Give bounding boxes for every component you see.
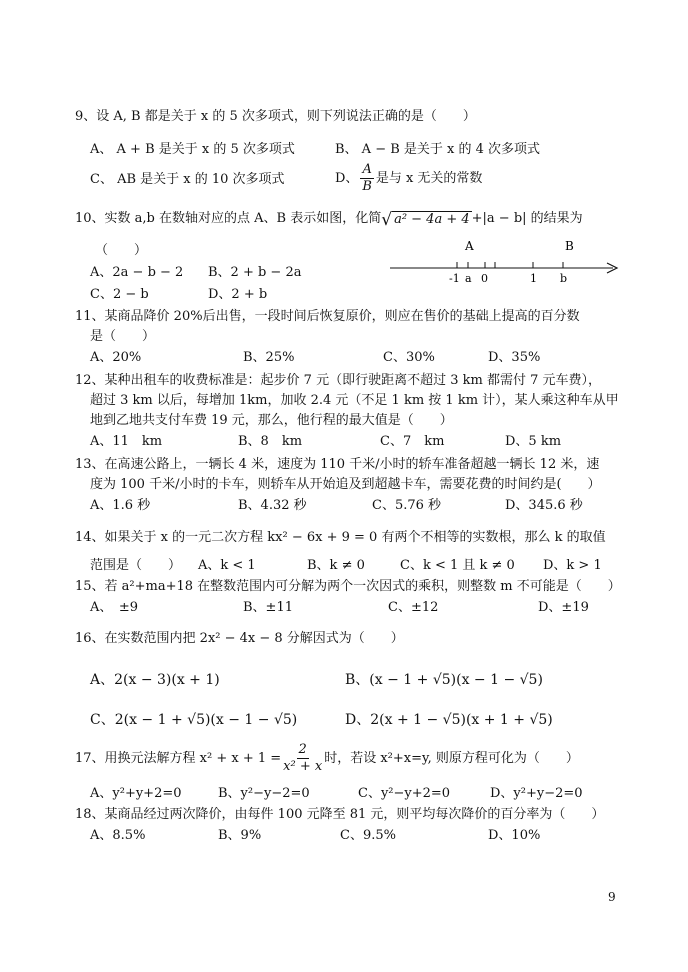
axis-tick-label: 1 [530,272,537,285]
q10-sqrt-expression [381,211,471,228]
q9-option-a: A、 A + B 是关于 x 的 5 次多项式 [90,142,295,157]
q15-option-b: B、±11 [243,600,293,615]
q10-stem-part1: 10、实数 a,b 在数轴对应的点 A、B 表示如图，化简 [75,211,382,226]
axis-tick-label: 0 [481,272,488,285]
q13-line2: 度为 100 千米/小时的卡车，则轿车从开始追及到超越卡车，需要花费的时间约是( ） [90,477,601,492]
q15-option-d: D、±19 [538,600,589,615]
q12-option-a: A、11 km [90,434,163,449]
q10-option-b: B、2 + b − 2a [208,265,302,280]
q12-line1: 12、某种出租车的收费标准是：起步价 7 元（即行驶距离不超过 3 km 都需付 7 元车费）， [75,373,601,388]
axis-tick-label: b [560,272,568,285]
q15-stem: 15、若 a²+ma+18 在整数范围内可分解为两个一次因式的乘积，则整数 m 不可能是（ ） [75,579,621,594]
q9-fraction-denominator: B [362,179,372,194]
q13-option-d: D、345.6 秒 [505,498,583,513]
q10-radicand: a² − 4a + 4 [394,212,470,227]
q16-option-b: B、(x − 1 + √5)(x − 1 − √5) [345,672,543,688]
q17-option-b: B、y²−y−2=0 [218,786,310,801]
axis-label-a-point: A [465,239,474,253]
q18-option-c: C、9.5% [340,828,396,843]
q9-option-d [335,162,482,195]
q14-option-d: D、k > 1 [543,558,602,573]
q17-stem [75,742,579,775]
axis-label-b-point: B [565,239,574,253]
q14-line1: 14、如果关于 x 的一元二次方程 kx² − 6x + 9 = 0 有两个不相等的实数根，那么 k 的取值 [75,530,606,545]
q11-option-a: A、20% [90,350,142,365]
q9-option-d-fraction [360,162,373,195]
q10-number-line [385,238,625,288]
axis-tick-label: a [465,272,472,285]
q11-line1: 11、某商品降价 20%后出售，一段时间后恢复原价，则应在售价的基础上提高的百分数 [75,309,580,324]
q10-option-a: A、2a − b − 2 [90,265,184,280]
q17-stem-part2: 时，若设 x²+x=y, 则原方程可化为（ ） [324,750,579,766]
q14-option-c: C、k < 1 且 k ≠ 0 [400,558,515,573]
q12-option-b: B、8 km [238,434,303,449]
q17-option-c: C、y²−y+2=0 [358,786,451,801]
q18-option-b: B、9% [218,828,262,843]
q9-option-c: C、 AB 是关于 x 的 10 次多项式 [90,172,285,187]
q9-option-d-prefix: D、 [335,170,359,186]
q11-option-b: B、25% [243,350,295,365]
q13-option-c: C、5.76 秒 [372,498,442,513]
q14-option-a: A、k < 1 [198,558,256,573]
q10-stem [75,210,583,228]
q18-stem: 18、某商品经过两次降价，由每件 100 元降至 81 元，则平均每次降价的百分率为（ ） [75,807,605,822]
q15-option-c: C、±12 [388,600,439,615]
q9-option-d-suffix: 是与 x 无关的常数 [375,170,483,186]
q11-option-d: D、35% [488,350,541,365]
q11-option-c: C、30% [383,350,435,365]
q10-answer-paren: （ ） [95,243,148,258]
q13-option-b: B、4.32 秒 [238,498,307,513]
q17-option-d: D、y²+y−2=0 [490,786,583,801]
q15-option-a: A、 ±9 [90,600,139,615]
q10-stem-part2: +|a − b| 的结果为 [471,211,583,226]
q14-line2: 范围是（ ） [90,558,182,573]
q13-option-a: A、1.6 秒 [90,498,151,513]
sqrt-icon: √ [381,210,393,230]
q17-stem-part1: 17、用换元法解方程 x² + x + 1 = [75,750,282,766]
q16-option-d: D、2(x + 1 − √5)(x + 1 + √5) [345,712,553,728]
q10-option-d: D、2 + b [208,287,268,302]
q12-option-c: C、7 km [380,434,445,449]
q12-option-d: D、5 km [505,434,562,449]
q9-stem: 9、设 A, B 都是关于 x 的 5 次多项式，则下列说法正确的是（ ） [75,109,476,124]
q16-option-a: A、2(x − 3)(x + 1) [90,672,220,688]
q18-option-d: D、10% [488,828,541,843]
q12-line2: 超过 3 km 以后，每增加 1km，加收 2.4 元（不足 1 km 按 1 km 计），某人乘这种车从甲 [90,393,619,408]
q11-line2: 是（ ） [90,329,156,344]
q17-option-a: A、y²+y+2=0 [90,786,182,801]
axis-tick-label: -1 [449,272,460,285]
q17-fraction-denominator: x² + x [283,759,323,774]
q18-option-a: A、8.5% [90,828,146,843]
q12-line3: 地到乙地共支付车费 19 元，那么，他行程的最大值是（ ） [90,413,453,428]
q16-stem: 16、在实数范围内把 2x² − 4x − 8 分解因式为（ ） [75,631,404,646]
q17-fraction-numerator: 2 [298,742,307,757]
q13-line1: 13、在高速公路上，一辆长 4 米，速度为 110 千米/小时的轿车准备超越一辆长 12 米，速 [75,457,600,472]
q9-fraction-numerator: A [362,162,372,177]
q10-option-c: C、2 − b [90,287,149,302]
q14-option-b: B、k ≠ 0 [307,558,365,573]
page-number: 9 [608,890,616,904]
q17-fraction [283,742,322,775]
q9-option-b: B、 A − B 是关于 x 的 4 次多项式 [335,142,541,157]
q16-option-c: C、2(x − 1 + √5)(x − 1 − √5) [90,712,298,728]
